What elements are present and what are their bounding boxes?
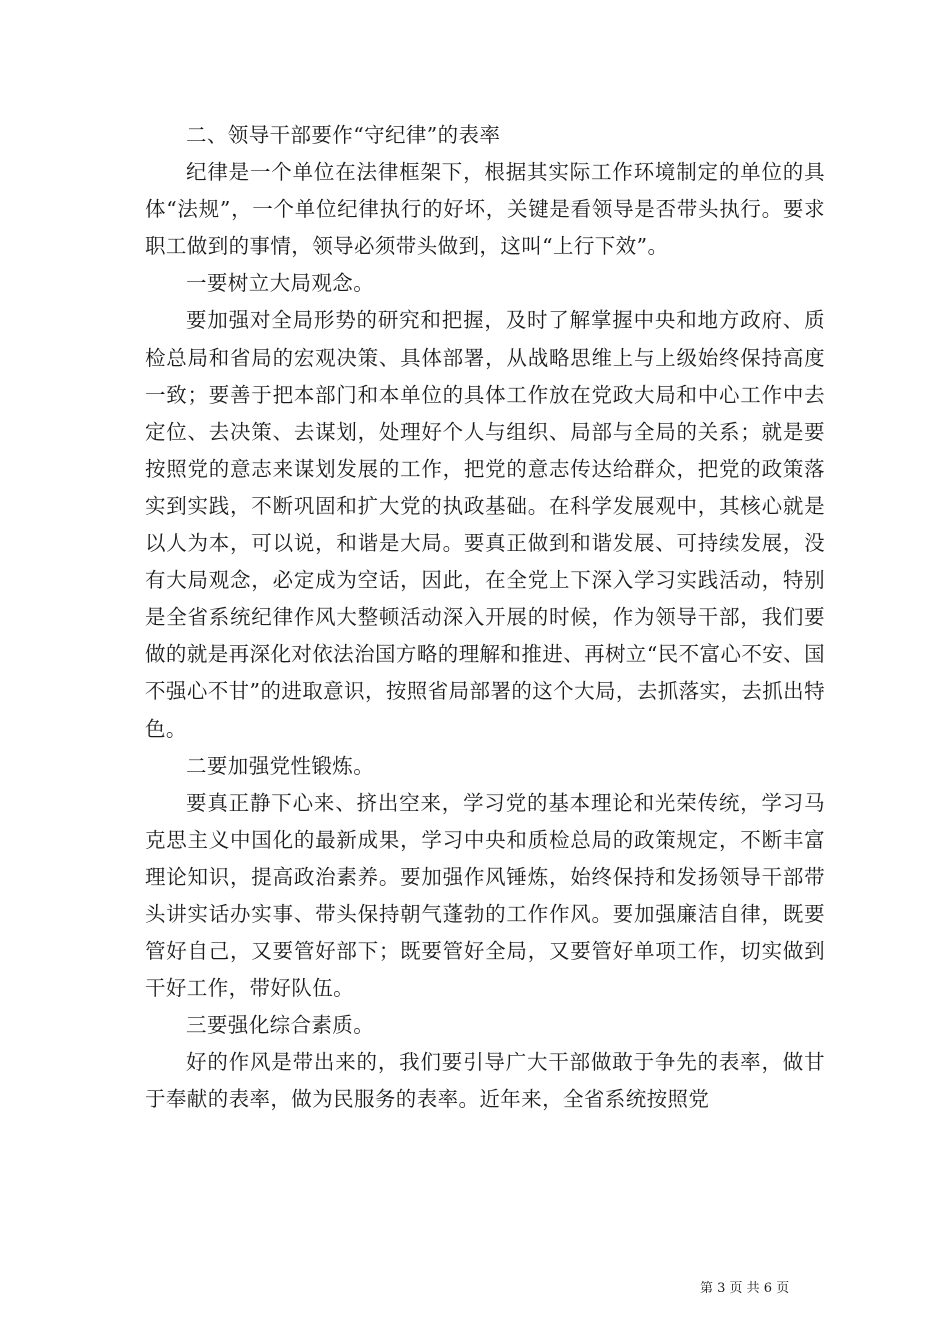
subheading: 三要强化综合素质。 [186, 1013, 375, 1038]
section-heading: 二、领导干部要作“守纪律”的表率 [186, 123, 501, 147]
subheading: 一要树立大局观念。 [186, 271, 375, 296]
paragraph: 好的作风是带出来的，我们要引导广大干部做敢于争先的表率，做甘于奉献的表率，做为民服务的表率。近年来，全省系统按照党 [145, 1050, 825, 1112]
subheading: 二要加强党性锻炼。 [186, 753, 375, 778]
paragraph: 纪律是一个单位在法律框架下，根据其实际工作环境制定的单位的具体“法规”，一个单位纪律执行的好坏，关键是看领导是否带头执行。要求职工做到的事情，领导必须带头做到，这叫“上行下效”。 [145, 160, 825, 259]
paragraph: 要真正静下心来、挤出空来，学习党的基本理论和光荣传统，学习马克思主义中国化的最新成果，学习中央和质检总局的政策规定，不断丰富理论知识，提高政治素养。要加强作风锤炼，始终保持和发扬领导干部带头讲实话办实事、带头保持朝气蓬勃的工作作风。要加强廉洁自律，既要管好自己，又要管好部下；既要管好全局，又要管好单项工作，切实做到干好工作，带好队伍。 [145, 790, 825, 1001]
document-body [145, 117, 825, 1119]
paragraph: 要加强对全局形势的研究和把握，及时了解掌握中央和地方政府、质检总局和省局的宏观决策、具体部署，从战略思维上与上级始终保持高度一致；要善于把本部门和本单位的具体工作放在党政大局和中心工作中去定位、去决策、去谋划，处理好个人与组织、局部与全局的关系；就是要按照党的意志来谋划发展的工作，把党的意志传达给群众，把党的政策落实到实践，不断巩固和扩大党的执政基础。在科学发展观中，其核心就是以人为本，可以说，和谐是大局。要真正做到和谐发展、可持续发展，没有大局观念，必定成为空话，因此，在全党上下深入学习实践活动，特别是全省系统纪律作风大整顿活动深入开展的时候，作为领导干部，我们要做的就是再深化对依法治国方略的理解和推进、再树立“民不富心不安、国不强心不甘”的进取意识，按照省局部署的这个大局，去抓落实，去抓出特色。 [145, 308, 825, 741]
page-number: 第 3 页 共 6 页 [700, 1281, 790, 1296]
